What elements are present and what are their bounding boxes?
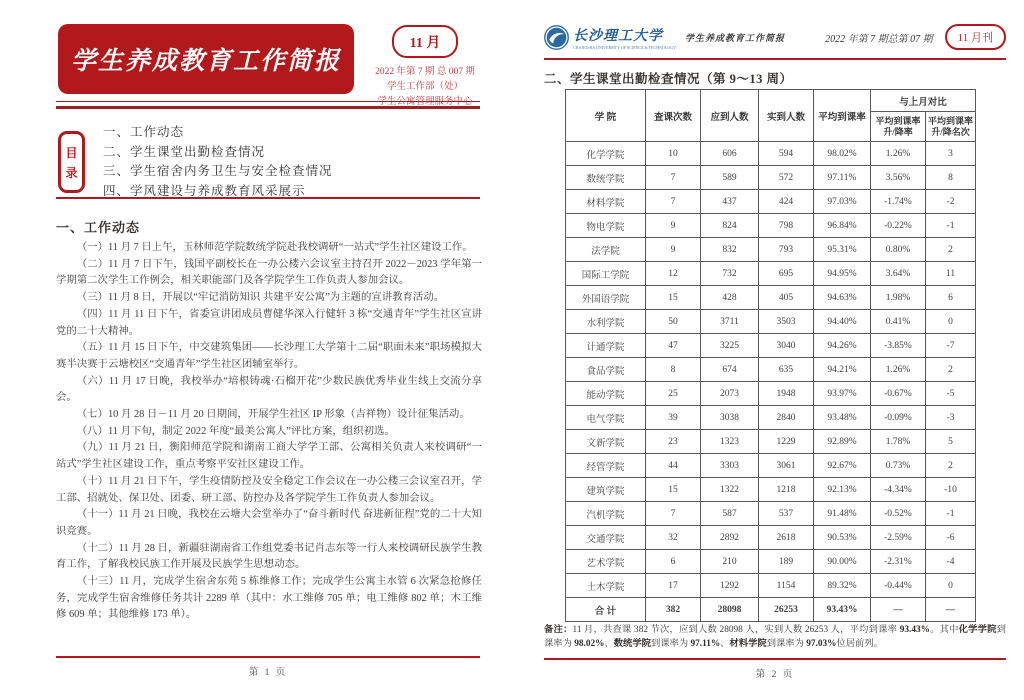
cell-change: -2.59% [871, 526, 926, 550]
cell-expected: 606 [701, 142, 759, 166]
table-row [566, 574, 976, 598]
table-row [566, 382, 976, 406]
cell-rate: 92.89% [814, 430, 871, 454]
cell-college: 文新学院 [566, 430, 646, 454]
note-segment: 97.11% [690, 639, 721, 649]
cell-rate: 93.48% [814, 406, 871, 430]
cell-expected: 1292 [701, 574, 759, 598]
university-name-en: CHANGSHA UNIVERSITY OF SCIENCE & TECHNOLOGY [573, 44, 677, 50]
bulletin-title: 学生养成教育工作简报 [70, 48, 341, 75]
cell-rate: 94.40% [814, 310, 871, 334]
cell-checks: 15 [646, 286, 701, 310]
cell-expected: 732 [701, 262, 759, 286]
cell-checks: 12 [646, 262, 701, 286]
cell-actual: 26253 [759, 598, 814, 622]
cell-rank: 0 [926, 574, 976, 598]
col-header-vs-last-month: 与上月对比 [871, 90, 976, 112]
cell-college: 食品学院 [566, 358, 646, 382]
col-header-check-count: 查课次数 [646, 90, 701, 142]
table-row [566, 430, 976, 454]
col-header-avg-rate: 平均到课率 [814, 90, 871, 142]
cell-rank: 2 [926, 238, 976, 262]
toc-item: 三、学生宿舍内务卫生与安全检查情况 [103, 164, 333, 178]
cell-rate: 94.63% [814, 286, 871, 310]
footer-rule [56, 656, 480, 658]
cell-rank: 6 [926, 286, 976, 310]
cell-rate: 93.97% [814, 382, 871, 406]
cell-expected: 3303 [701, 454, 759, 478]
cell-checks: 9 [646, 238, 701, 262]
cell-change: -0.22% [871, 214, 926, 238]
table-row [566, 214, 976, 238]
table-row [566, 334, 976, 358]
cell-college: 国际工学院 [566, 262, 646, 286]
cell-expected: 3038 [701, 406, 759, 430]
cell-college: 汽机学院 [566, 502, 646, 526]
work-update-paragraph: （四）11 月 11 日下午，省委宣讲团成员曹健华深入行健轩 3 栋“交通青年”学生社区宣讲党的二十大精神。 [56, 308, 482, 337]
table-row [566, 262, 976, 286]
cell-actual: 572 [759, 166, 814, 190]
cell-expected: 3711 [701, 310, 759, 334]
table-row [566, 454, 976, 478]
cell-actual: 189 [759, 550, 814, 574]
cell-change: -1.74% [871, 190, 926, 214]
cell-expected: 1323 [701, 430, 759, 454]
cell-rank: -5 [926, 382, 976, 406]
cell-rank: 5 [926, 430, 976, 454]
cell-college: 艺术学院 [566, 550, 646, 574]
cell-expected: 210 [701, 550, 759, 574]
cell-college: 数统学院 [566, 166, 646, 190]
table-row [566, 286, 976, 310]
masthead-meta [368, 24, 482, 110]
cell-college: 合 计 [566, 598, 646, 622]
running-issue: 2022 年第 7 期总第 07 期 [825, 33, 933, 45]
col-header-expected: 应到人数 [701, 90, 759, 142]
org-line-2: 学生公寓管理服务中心 [377, 97, 473, 107]
cell-expected: 2892 [701, 526, 759, 550]
cell-rank: -10 [926, 478, 976, 502]
note-segment: 、 [720, 639, 730, 649]
work-update-paragraph: （六）11 月 17 日晚，我校举办“培根铸魂·石榴开花”少数民族优秀毕业生线上交流分享会。 [56, 375, 482, 404]
note-segment: 备注： [544, 625, 573, 635]
month-badge-label: 11 月 [409, 35, 441, 51]
cell-college: 材料学院 [566, 190, 646, 214]
footer-rule [544, 658, 1006, 660]
cell-rank: 2 [926, 358, 976, 382]
cell-checks: 7 [646, 166, 701, 190]
cell-rank: -2 [926, 190, 976, 214]
cell-change: 0.73% [871, 454, 926, 478]
cell-actual: 635 [759, 358, 814, 382]
cell-checks: 23 [646, 430, 701, 454]
cell-change: -0.52% [871, 502, 926, 526]
cell-checks: 44 [646, 454, 701, 478]
work-update-paragraph: （十二）11 月 28 日，新疆驻湖南省工作组党委书记肖志东等一行人来校调研民族学生教育工作，了解我校民族工作开展及民族学生思想动态。 [56, 542, 482, 571]
month-pill: 11 月刊 [945, 24, 1006, 50]
cell-checks: 8 [646, 358, 701, 382]
cell-college: 外国语学院 [566, 286, 646, 310]
cell-rate: 91.48% [814, 502, 871, 526]
note-segment: 到课率为 [650, 639, 691, 649]
cell-college: 法学院 [566, 238, 646, 262]
cell-college: 土木学院 [566, 574, 646, 598]
col-header-college: 学 院 [566, 90, 646, 142]
cell-checks: 39 [646, 406, 701, 430]
work-updates-body [56, 240, 482, 624]
note-segment: 材料学院 [729, 639, 767, 649]
cell-expected: 437 [701, 190, 759, 214]
toc-list [103, 123, 333, 201]
work-update-paragraph: （九）11 月 21 日，衡阳师范学院和湖南工商大学学工部、公寓相关负责人来校调研“一站式”学生社区建设工作，重点考察平安社区建设工作。 [56, 442, 482, 471]
toc-badge-char: 目 [65, 145, 78, 160]
work-update-paragraph: （七）10 月 28 日－11 月 20 日期间，开展学生社区 IP 形象（吉祥物）设计征集活动。 [76, 409, 470, 421]
table-row [566, 310, 976, 334]
cell-checks: 15 [646, 478, 701, 502]
note-segment: 数统学院 [613, 639, 651, 649]
university-name [573, 25, 676, 50]
cell-rate: 98.02% [814, 142, 871, 166]
cell-expected: 832 [701, 238, 759, 262]
cell-college: 能动学院 [566, 382, 646, 406]
org-line-1: 学生工作部（处） [386, 82, 463, 92]
attendance-table [565, 89, 976, 622]
note-segment: 到课率为 [766, 639, 807, 649]
cell-change: -2.31% [871, 550, 926, 574]
cell-rank: 8 [926, 166, 976, 190]
note-segment: 位居前列。 [836, 639, 883, 649]
cell-rate: 95.31% [814, 238, 871, 262]
cell-actual: 1229 [759, 430, 814, 454]
table-row [566, 478, 976, 502]
cell-expected: 3225 [701, 334, 759, 358]
running-head-rule [544, 58, 1006, 60]
cell-college: 经管学院 [566, 454, 646, 478]
cell-checks: 50 [646, 310, 701, 334]
col-header-rate-change: 平均到课率 升/降率 [871, 112, 926, 142]
work-update-paragraph: （十）11 月 21 日下午，学生疫情防控及安全稳定工作会议在一办公楼三会议室召开，学工部、招就处、保卫处、团委、研工部、防控办及各学院学生工作负责人参加会议。 [56, 475, 482, 504]
note-segment: 到课率为 [544, 625, 1006, 649]
cell-rank: -7 [926, 334, 976, 358]
cell-rank: -4 [926, 550, 976, 574]
cell-change: 3.56% [871, 166, 926, 190]
cell-checks: 382 [646, 598, 701, 622]
toc-badge [58, 131, 85, 193]
cell-actual: 3503 [759, 310, 814, 334]
note-segment: 11 月，共查课 382 节次，应到人数 28098 人，实到人数 26253 人，平均到课率 [572, 625, 900, 635]
cell-checks: 9 [646, 214, 701, 238]
cell-checks: 47 [646, 334, 701, 358]
table-of-contents [58, 123, 333, 201]
cell-checks: 6 [646, 550, 701, 574]
table-total-row [566, 598, 976, 622]
toc-item: 一、工作动态 [103, 125, 185, 139]
cell-college: 物电学院 [566, 214, 646, 238]
cell-actual: 1154 [759, 574, 814, 598]
table-row [566, 166, 976, 190]
table-row [566, 238, 976, 262]
cell-change: 1.98% [871, 286, 926, 310]
cell-expected: 589 [701, 166, 759, 190]
cell-change: 1.26% [871, 358, 926, 382]
cell-change: 0.41% [871, 310, 926, 334]
cell-change: -4.34% [871, 478, 926, 502]
cell-rate: 97.11% [814, 166, 871, 190]
cell-change: -0.44% [871, 574, 926, 598]
bulletin-title-box [58, 24, 354, 94]
cell-actual: 2618 [759, 526, 814, 550]
table-row [566, 358, 976, 382]
cell-expected: 587 [701, 502, 759, 526]
cell-actual: 537 [759, 502, 814, 526]
col-header-actual: 实到人数 [759, 90, 814, 142]
cell-expected: 2073 [701, 382, 759, 406]
cell-actual: 594 [759, 142, 814, 166]
page-2 [512, 0, 1024, 700]
issue-line: 2022 年第 7 期 总 007 期 [375, 67, 475, 77]
cell-expected: 674 [701, 358, 759, 382]
cell-checks: 10 [646, 142, 701, 166]
cell-rate: 90.00% [814, 550, 871, 574]
note-segment: 化学学院 [958, 625, 997, 635]
cell-checks: 7 [646, 190, 701, 214]
work-update-paragraph: （三）11 月 8 日，开展以“牢记消防知识 共建平安公寓”为主题的宣讲教育活动。 [76, 292, 445, 304]
toc-item: 四、学风建设与养成教育风采展示 [103, 183, 306, 198]
cell-rank: 0 [926, 310, 976, 334]
toc-rule [56, 197, 480, 199]
table-row [566, 190, 976, 214]
cell-actual: 1218 [759, 478, 814, 502]
cell-rank: -1 [926, 502, 976, 526]
cell-college: 电气学院 [566, 406, 646, 430]
cell-actual: 1948 [759, 382, 814, 406]
cell-college: 计通学院 [566, 334, 646, 358]
toc-item: 二、学生课堂出勤检查情况 [103, 144, 266, 159]
page-number: 第 2 页 [755, 670, 795, 680]
cell-rank: 2 [926, 454, 976, 478]
table-note [544, 623, 1006, 651]
cell-rank: -3 [926, 406, 976, 430]
cell-rate: 89.32% [814, 574, 871, 598]
cell-checks: 32 [646, 526, 701, 550]
table-row [566, 550, 976, 574]
cell-expected: 428 [701, 286, 759, 310]
work-update-paragraph: （十一）11 月 21 日晚，我校在云塘大会堂举办了“奋斗新时代 奋进新征程”党的二十大知识竞赛。 [56, 509, 482, 537]
cell-actual: 798 [759, 214, 814, 238]
cell-rank: -1 [926, 214, 976, 238]
cell-college: 建筑学院 [566, 478, 646, 502]
work-update-paragraph: （八）11 月下旬，制定 2022 年度“最美公寓人”评比方案，组织初选。 [76, 425, 395, 437]
running-head [544, 24, 1006, 50]
university-name-cn: 长沙理工大学 [573, 28, 663, 44]
cell-checks: 25 [646, 382, 701, 406]
cell-checks: 7 [646, 502, 701, 526]
cell-college: 交通学院 [566, 526, 646, 550]
cell-change: 0.80% [871, 238, 926, 262]
cell-rate: 92.67% [814, 454, 871, 478]
cell-expected: 1322 [701, 478, 759, 502]
cell-rate: 96.84% [814, 214, 871, 238]
note-segment: 97.03% [806, 639, 837, 649]
cell-change: 1.78% [871, 430, 926, 454]
note-segment: 。其中 [929, 625, 959, 635]
cell-change: -3.85% [871, 334, 926, 358]
cell-rate: 92.13% [814, 478, 871, 502]
cell-actual: 405 [759, 286, 814, 310]
cell-change: 3.64% [871, 262, 926, 286]
table-row [566, 502, 976, 526]
cell-rate: 94.21% [814, 358, 871, 382]
cell-actual: 3040 [759, 334, 814, 358]
cell-change: 1.26% [871, 142, 926, 166]
cell-rate: 93.43% [814, 598, 871, 622]
work-update-paragraph: （五）11 月 15 日下午，中交建筑集团——长沙理工大学第十二届“职面未来”职场模拟大赛半决赛于云塘校区“交通青年”学生社区团辅室举行。 [56, 342, 482, 370]
cell-actual: 2840 [759, 406, 814, 430]
masthead [58, 24, 482, 110]
cell-actual: 695 [759, 262, 814, 286]
table-row [566, 526, 976, 550]
cell-expected: 824 [701, 214, 759, 238]
page-number: 第 1 页 [248, 668, 288, 678]
cell-rank: -6 [926, 526, 976, 550]
cell-change: -0.67% [871, 382, 926, 406]
cell-rate: 97.03% [814, 190, 871, 214]
cell-actual: 3061 [759, 454, 814, 478]
cell-rate: 94.26% [814, 334, 871, 358]
table-row [566, 406, 976, 430]
note-segment: 93.43% [899, 625, 930, 635]
cell-college: 水利学院 [566, 310, 646, 334]
note-segment: 98.02% [574, 639, 605, 649]
cell-actual: 793 [759, 238, 814, 262]
cell-rank: 3 [926, 142, 976, 166]
cell-rank: — [926, 598, 976, 622]
cell-expected: 28098 [701, 598, 759, 622]
running-bulletin-title: 学生养成教育工作简报 [685, 32, 786, 43]
masthead-rule [56, 101, 480, 109]
section-title-attendance: 二、学生课堂出勤检查情况（第 9～13 周） [544, 72, 793, 86]
work-update-paragraph: （二）11 月 7 日下午，钱国平副校长在一办公楼六会议室主持召开 2022－2023 学年第一学期第二次学生工作例会，相关职能部门及各学院学生工作负责人参加会议。 [56, 258, 482, 287]
col-header-rank-change: 平均到课率 升/降名次 [926, 112, 976, 142]
month-badge [392, 25, 458, 58]
toc-badge-char: 录 [65, 165, 78, 180]
cell-checks: 17 [646, 574, 701, 598]
cell-college: 化学学院 [566, 142, 646, 166]
cell-rank: 11 [926, 262, 976, 286]
cell-rate: 90.53% [814, 526, 871, 550]
cell-change: — [871, 598, 926, 622]
section-title-work: 一、工作动态 [56, 220, 141, 235]
university-logo-icon [544, 25, 569, 50]
cell-actual: 424 [759, 190, 814, 214]
work-update-paragraph: （一）11 月 7 日上午，玉林师范学院数统学院赴我校调研“一站式”学生社区建设工作。 [76, 242, 473, 253]
cell-rate: 94.95% [814, 262, 871, 286]
table-row [566, 142, 976, 166]
cell-change: -0.09% [871, 406, 926, 430]
work-update-paragraph: （十三）11 月，完成学生宿舍东苑 5 栋维修工作；完成学生公寓主水管 6 次紧急抢修任务，完成学生宿舍维修任务共计 2289 单（其中：水工维修 705 单；电工维修 802 单；木工维修 609 单；其他维修 173 单）。 [56, 576, 482, 621]
note-segment: 、 [604, 639, 614, 649]
